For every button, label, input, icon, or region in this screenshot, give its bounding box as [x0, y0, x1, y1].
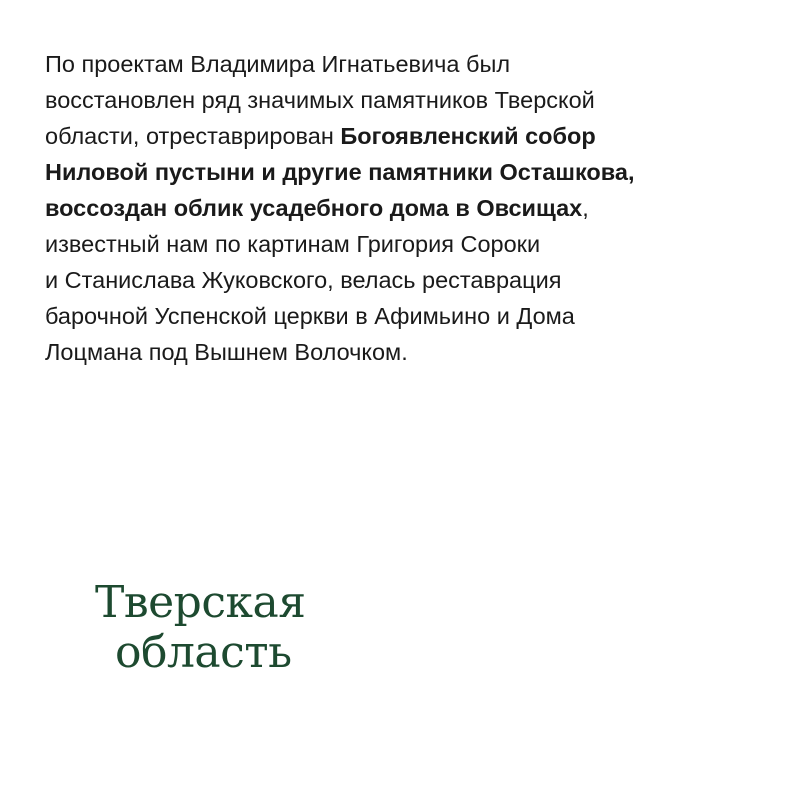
paragraph-bold-text: Ниловой пустыни и другие памятники Осташкова,	[45, 159, 635, 185]
paragraph-line	[45, 190, 765, 226]
paragraph-line: известный нам по картинам Григория Сороки	[45, 231, 541, 257]
paragraph-bold-text: воссоздан облик усадебного дома в Овсищах	[45, 195, 583, 221]
logo-line: область	[115, 627, 292, 678]
paragraph-line: По проектам Владимира Игнатьевича был	[45, 51, 511, 77]
body-paragraph	[45, 46, 765, 370]
paragraph-text: ,	[582, 195, 589, 221]
paragraph-line: восстановлен ряд значимых памятников Тверской	[45, 87, 595, 113]
paragraph-line	[45, 118, 765, 154]
paragraph-bold-text: Богоявленский собор	[340, 123, 596, 149]
region-logo	[95, 578, 305, 678]
paragraph-line: барочной Успенской церкви в Афимьино и Дома	[45, 303, 575, 329]
paragraph-line: и Станислава Жуковского, велась реставрация	[45, 267, 562, 293]
paragraph-text: области, отреставрирован	[45, 123, 341, 149]
logo-line: Тверская	[95, 577, 306, 628]
paragraph-line: Лоцмана под Вышнем Волочком.	[45, 339, 408, 365]
paragraph-line	[45, 154, 765, 190]
